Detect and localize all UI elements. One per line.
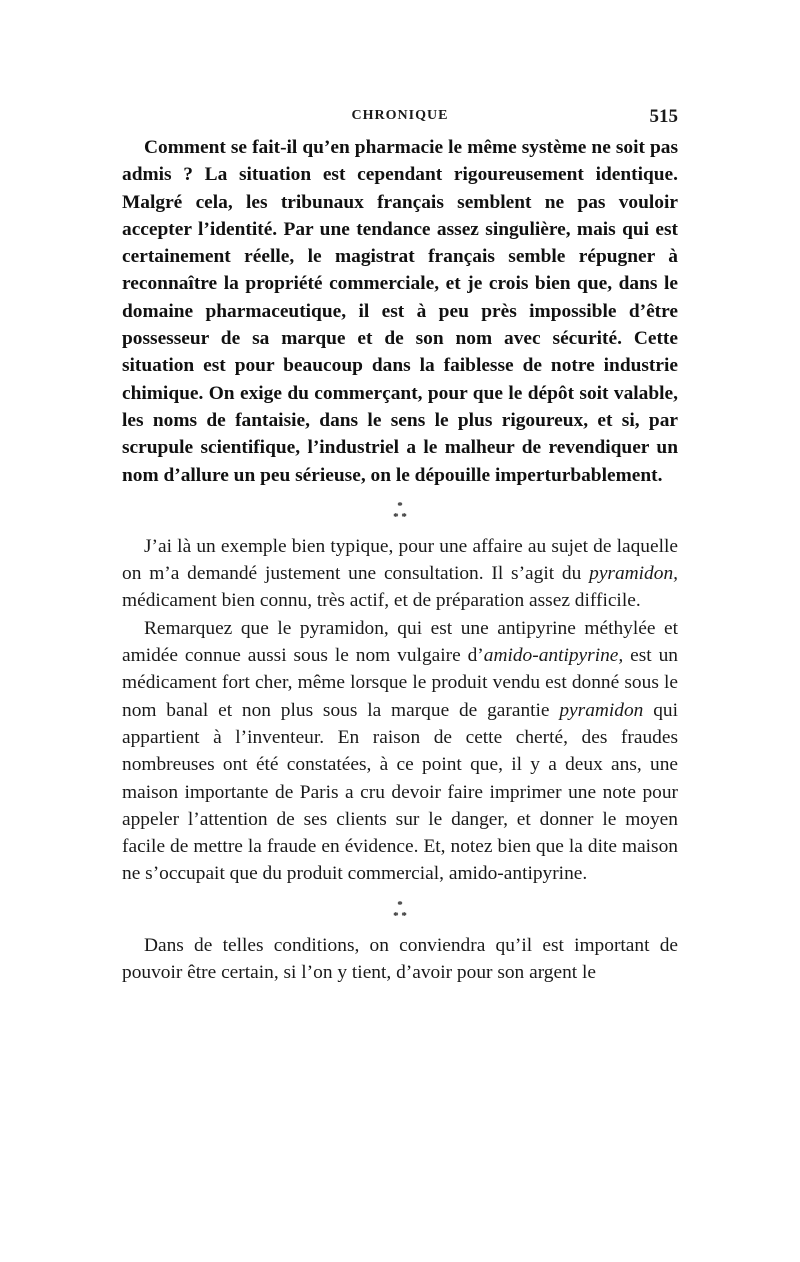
text-run: J’ai là un exemple bien typique, pour une affaire au sujet de laquelle on m’a demandé justement une consultation. Il s’agit du bbox=[122, 535, 678, 585]
text-run: médicament bien connu, très actif, et de préparation assez difficile. bbox=[122, 590, 641, 612]
asterism-top: * bbox=[397, 499, 403, 512]
text-run: qui appartient à l’inventeur. En raison de cette cherté, des fraudes nombreuses ont été constatées, à ce point que, il y a deux ans, une maison importante de Paris a cru devoir faire imprimer une note pour appeler l’attention de ses clients sur le danger, et donner le moyen facile de mettre la fraude en évidence. Et, notez bien que la dite maison ne s’occupait que du produit commercial, amido-antipyrine. bbox=[122, 699, 678, 885]
text-run: est un médicament fort cher, même lorsque le produit vendu est donné sous le nom banal et non plus sous la marque de garantie bbox=[122, 645, 678, 721]
text-run: Remarquez que le pyramidon, qui est une antipyrine méthylée et amidée connue aussi sous le nom vulgaire d’ bbox=[122, 617, 678, 667]
page-header bbox=[122, 108, 678, 134]
paragraph-conclusion: Dans de telles conditions, on conviendra qu’il est important de pouvoir être certain, si l’on y tient, d’avoir pour son argent le bbox=[122, 934, 678, 984]
running-head: CHRONIQUE bbox=[351, 108, 449, 123]
italic-term: amido-antipyrine, bbox=[483, 645, 624, 667]
asterism-divider bbox=[122, 900, 678, 922]
paragraph-trademark-pharmacy: Comment se fait-il qu’en pharmacie le même système ne soit pas admis ? La situation est cependant rigoureusement identique. Malgré cela, les tribunaux français semblent ne pas vouloir accepter l’identité. Par une tendance assez singulière, mais qui est certainement réelle, le magistrat français semble répugner à reconnaître la propriété commerciale, et je crois bien que, dans le domaine pharmaceutique, il est à peu près impossible d’être possesseur de sa marque et de son nom avec sécurité. Cette situation est pour beaucoup dans la faiblesse de notre industrie chimique. On exige du commerçant, pour que le dépôt soit valable, les noms de fantaisie, dans le sens le plus rigoureux, et si, par scrupule scientifique, l’industriel a le malheur de revendiquer un nom d’allure un peu sérieuse, on le dépouille imperturbablement. bbox=[122, 137, 678, 486]
asterism-bottom: * * bbox=[393, 510, 407, 523]
asterism-top: * bbox=[397, 898, 403, 911]
paragraph-pyramidon-example bbox=[122, 533, 678, 615]
page-number: 515 bbox=[649, 106, 678, 127]
page bbox=[122, 108, 678, 986]
paragraph-pyramidon-fraud bbox=[122, 615, 678, 888]
asterism-divider bbox=[122, 501, 678, 523]
italic-term: pyramidon, bbox=[589, 563, 678, 585]
asterism-bottom: * * bbox=[393, 909, 407, 922]
italic-term: pyramidon bbox=[559, 699, 644, 721]
